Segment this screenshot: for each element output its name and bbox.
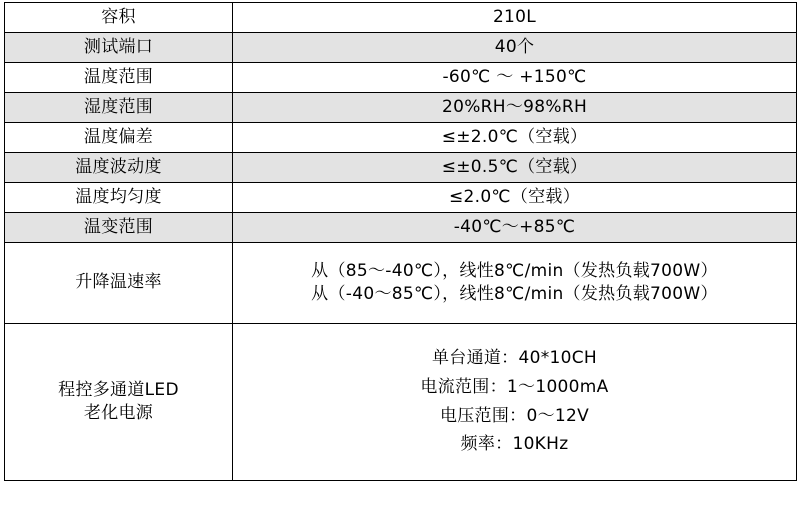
table-row	[5, 242, 797, 323]
row-label: 温度偏差	[5, 122, 233, 152]
row-value: ≤±2.0℃（空载）	[233, 122, 797, 152]
table-row	[5, 62, 797, 92]
table-row	[5, 212, 797, 242]
row-label: 温度范围	[5, 62, 233, 92]
table-row	[5, 92, 797, 122]
row-value-line: 电压范围：0～12V	[439, 405, 590, 426]
row-label: 容积	[5, 3, 233, 33]
row-value: -60℃ ～ +150℃	[233, 62, 797, 92]
row-value-multiline	[233, 242, 797, 323]
row-label: 升降温速率	[5, 242, 233, 323]
row-value: 20%RH～98%RH	[233, 92, 797, 122]
row-value-multiline	[233, 323, 797, 480]
row-value-line: 单台通道：40*10CH	[431, 347, 598, 368]
row-value: 210L	[233, 3, 797, 33]
row-value: ≤±0.5℃（空载）	[233, 152, 797, 182]
row-label: 温度波动度	[5, 152, 233, 182]
row-label: 温变范围	[5, 212, 233, 242]
row-value-line: 从（-40～85℃），线性8℃/min（发热负载700W）	[311, 283, 718, 304]
table-row	[5, 323, 797, 480]
row-value: 40个	[233, 32, 797, 62]
table-row	[5, 122, 797, 152]
row-value-line: 从（85～-40℃），线性8℃/min（发热负载700W）	[311, 260, 718, 281]
row-label: 湿度范围	[5, 92, 233, 122]
row-label: 测试端口	[5, 32, 233, 62]
table-row	[5, 182, 797, 212]
row-label-line: 程控多通道LED	[58, 379, 179, 400]
row-label-multiline	[5, 323, 233, 480]
row-label: 温度均匀度	[5, 182, 233, 212]
row-value-line: 频率：10KHz	[460, 434, 569, 455]
row-label-line: 老化电源	[83, 402, 154, 423]
row-value: ≤2.0℃（空载）	[233, 182, 797, 212]
table-row	[5, 3, 797, 33]
table-row	[5, 32, 797, 62]
table-row	[5, 152, 797, 182]
row-value: -40℃～+85℃	[233, 212, 797, 242]
row-value-line: 电流范围：1～1000mA	[420, 376, 609, 397]
specification-table	[4, 2, 797, 481]
